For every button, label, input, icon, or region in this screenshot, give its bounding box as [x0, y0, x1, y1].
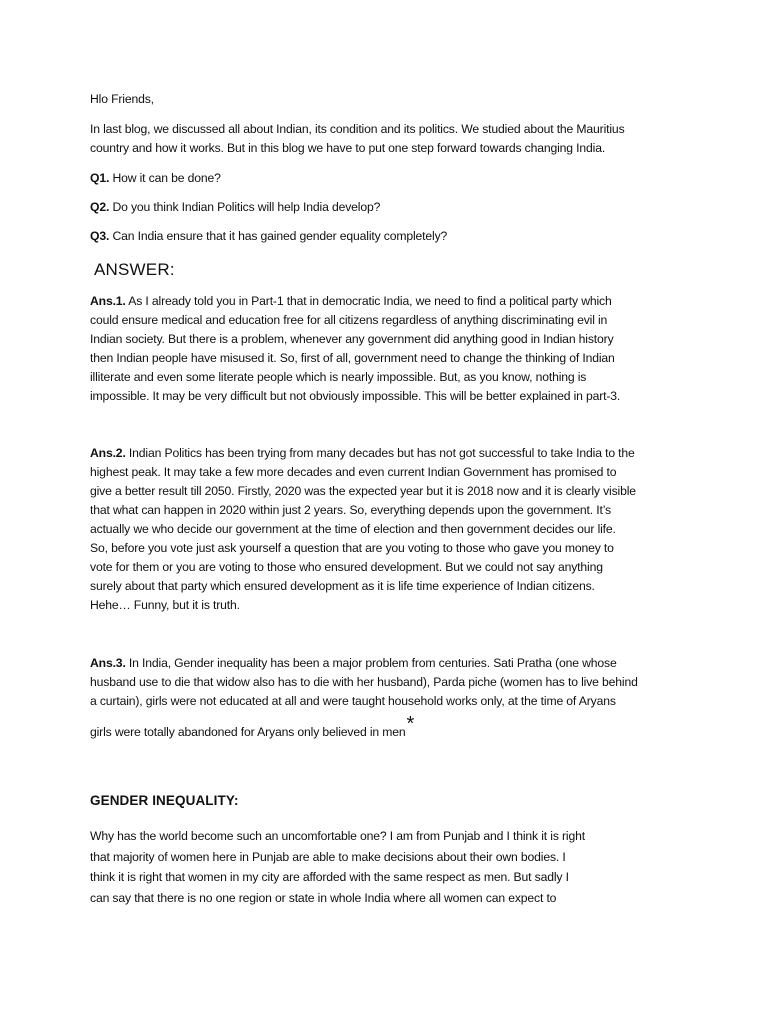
greeting — [90, 90, 690, 109]
question-text: Can India ensure that it has gained gender equality completely? — [109, 229, 448, 243]
answer-line: So, before you vote just ask yourself a question that are you voting to those who gave you money to — [90, 541, 614, 555]
intro-line: country and how it works. But in this blog we have to put one step forward towards changing India. — [90, 141, 606, 155]
answer-1 — [90, 292, 690, 406]
answer-label: Ans.2. — [90, 446, 126, 460]
question-text: How it can be done? — [109, 171, 221, 185]
question-1 — [90, 169, 690, 188]
footnote-asterisk: * — [406, 713, 415, 735]
answer-line: vote for them or you are voting to those who ensured development. But we could not say anything — [90, 560, 603, 574]
question-text: Do you think Indian Politics will help India develop? — [109, 200, 381, 214]
answer-line: give a better result till 2050. Firstly, 2020 was the expected year but it is 2018 now and it is clearly visible — [90, 484, 636, 498]
question-3 — [90, 227, 690, 246]
intro-line: In last blog, we discussed all about Indian, its condition and its politics. We studied about the Mauritius — [90, 122, 625, 136]
answer-line: a curtain), girls were not educated at all and were taught household works only, at the time of Aryans — [90, 694, 616, 708]
paragraph-line: that majority of women here in Punjab are able to make decisions about their own bodies. I — [90, 849, 566, 864]
question-label: Q3. — [90, 229, 110, 243]
answer-line: husband use to die that widow also has to die with her husband), Parda piche (women has to live behind — [90, 675, 638, 689]
answer-line: Indian Politics has been trying from many decades but has not got successful to take India to the — [125, 446, 635, 460]
question-label: Q2. — [90, 200, 110, 214]
answer-line: surely about that party which ensured development as it is life time experience of Indian citizens. — [90, 579, 595, 593]
greeting-text: Hlo Friends, — [90, 92, 154, 106]
answer-2 — [90, 444, 690, 615]
gender-paragraph — [90, 826, 690, 908]
answer-line: illiterate and even some literate people which is nearly impossible. But, as you know, nothing is — [90, 370, 587, 384]
answer-label: Ans.3. — [90, 656, 126, 670]
answer-line: girls were totally abandoned for Aryans only believed in men — [90, 725, 406, 739]
question-label: Q1. — [90, 171, 110, 185]
answer-line: could ensure medical and education free for all citizens regardless of anything discriminating evil in — [90, 313, 608, 327]
paragraph-line: can say that there is no one region or state in whole India where all women can expect to — [90, 890, 557, 905]
answer-line: As I already told you in Part-1 that in democratic India, we need to find a political party which — [125, 294, 612, 308]
answer-line: that what can happen in 2020 within just 2 years. So, everything depends upon the government. It’s — [90, 503, 611, 517]
answer-line: then Indian people have misused it. So, first of all, government need to change the thinking of Indian — [90, 351, 615, 365]
answer-line: Indian society. But there is a problem, whenever any government did anything good in Indian history — [90, 332, 614, 346]
answer-line: In India, Gender inequality has been a major problem from centuries. Sati Pratha (one whose — [125, 656, 617, 670]
answer-line: impossible. It may be very difficult but not obviously impossible. This will be better explained in part-3. — [90, 389, 621, 403]
question-2 — [90, 198, 690, 217]
answer-line: actually we who decide our government at the time of election and then government decides our life. — [90, 522, 616, 536]
answer-heading: ANSWER: — [94, 260, 175, 279]
answer-line: Hehe… Funny, but it is truth. — [90, 598, 240, 612]
gender-inequality-heading: GENDER INEQUALITY: — [90, 793, 239, 808]
paragraph-line: think it is right that women in my city are afforded with the same respect as men. But sadly I — [90, 870, 569, 884]
answer-3 — [90, 654, 690, 742]
intro-paragraph — [90, 120, 690, 158]
paragraph-line: Why has the world become such an uncomfortable one? I am from Punjab and I think it is right — [90, 829, 585, 843]
answer-line: highest peak. It may take a few more decades and even current Indian Government has promised to — [90, 465, 617, 479]
answer-label: Ans.1. — [90, 294, 126, 308]
